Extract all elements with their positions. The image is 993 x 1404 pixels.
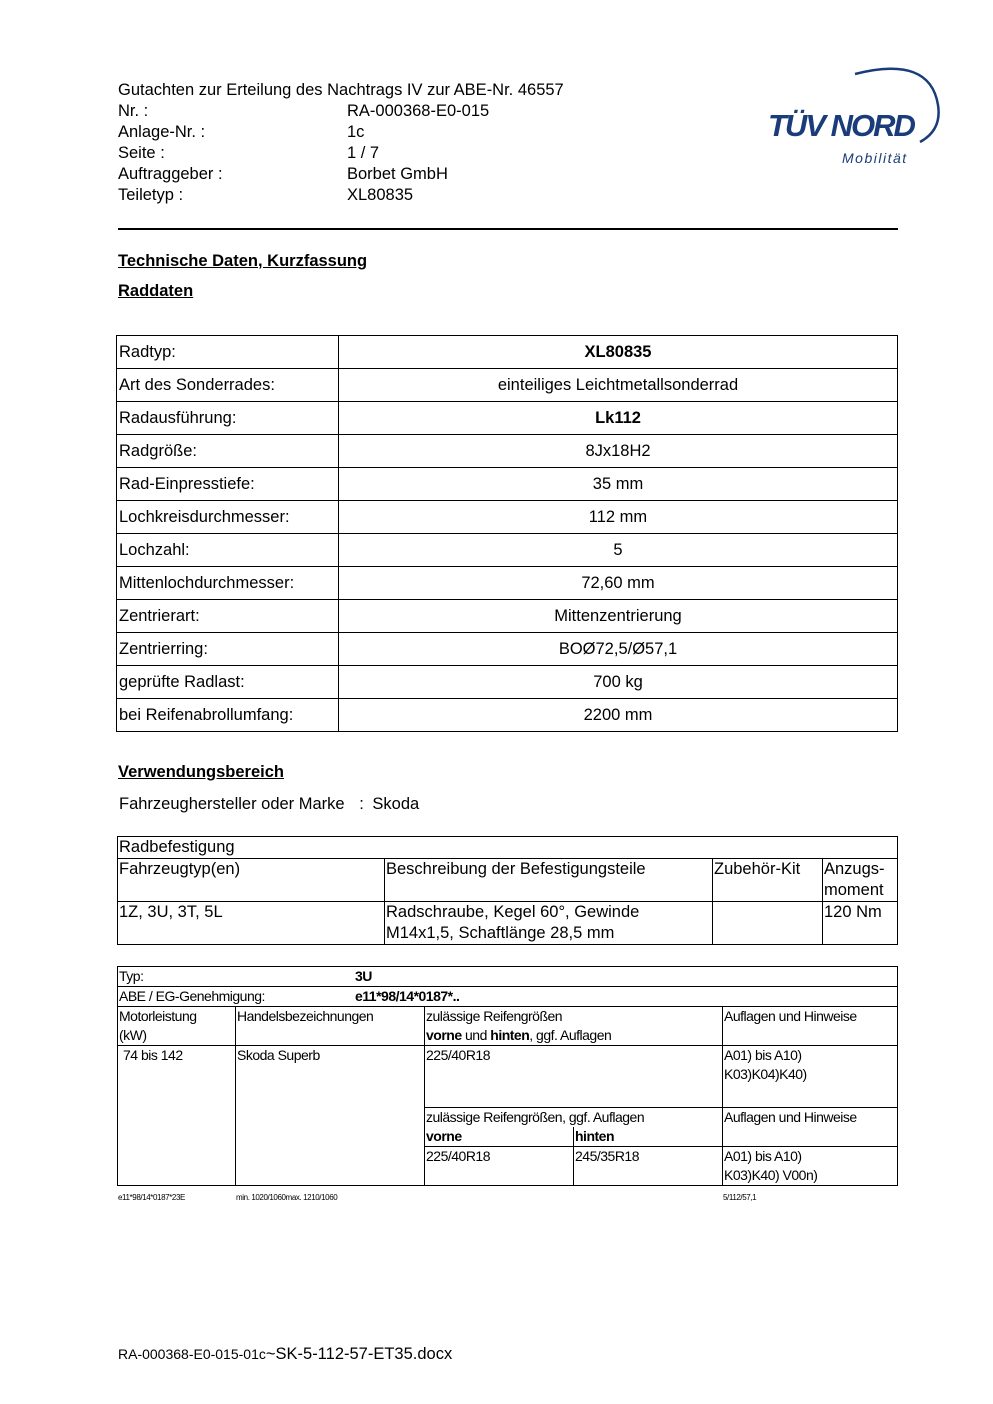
- header-row-seite: Seite : 1 / 7: [118, 144, 380, 162]
- wheel-data-value: 2200 mm: [339, 699, 898, 732]
- wheel-data-value: XL80835: [339, 336, 898, 369]
- wheel-data-label: Radausführung:: [117, 402, 339, 435]
- document-title: Gutachten zur Erteilung des Nachtrags IV zur ABE-Nr. 46557: [118, 81, 564, 99]
- wheel-data-label: Lochkreisdurchmesser:: [117, 501, 339, 534]
- tire-rear: 245/35R18: [574, 1147, 723, 1186]
- usage-title: Verwendungsbereich: [118, 763, 284, 781]
- footnote-dimensions: min. 1020/1060max. 1210/1060: [236, 1193, 338, 1202]
- notes-mixed: A01) bis A10) K03)K40) V00n): [723, 1147, 898, 1186]
- sub-rear: hinten: [574, 1127, 723, 1147]
- power-value: 74 bis 142: [118, 1046, 236, 1186]
- wheel-data-value: einteiliges Leichtmetallsonderrad: [339, 369, 898, 402]
- wheel-data-row: [117, 699, 898, 732]
- maker-sep: :: [359, 795, 364, 813]
- wheel-data-value: 112 mm: [339, 501, 898, 534]
- mounting-col-desc: Beschreibung der Befestigungsteile: [385, 859, 713, 902]
- col-power: Motorleistung (kW): [118, 1007, 236, 1046]
- typ-label: Typ:: [119, 968, 144, 984]
- wheel-data-row: [117, 666, 898, 699]
- typ-row: [118, 967, 898, 987]
- mounting-kit: [713, 902, 823, 945]
- wheel-data-value: 72,60 mm: [339, 567, 898, 600]
- typ-value: 3U: [355, 968, 372, 984]
- col-notes: Auflagen und Hinweise: [723, 1007, 898, 1046]
- maker-value: Skoda: [372, 795, 420, 813]
- mounting-title-row: [118, 837, 898, 859]
- logo-sub: Mobilität: [842, 150, 908, 166]
- col-tires: zulässige Reifengrößen vorne und hinten, ggf. Auflagen: [425, 1007, 723, 1046]
- wheel-data-label: Radtyp:: [117, 336, 339, 369]
- tuv-nord-logo: [760, 60, 945, 170]
- sub-front: vorne: [425, 1127, 574, 1147]
- sub-notes: Auflagen und Hinweise: [723, 1108, 898, 1147]
- wheel-data-label: Radgröße:: [117, 435, 339, 468]
- tire-front: 225/40R18: [425, 1147, 574, 1186]
- mounting-header-row: [118, 859, 898, 902]
- wheel-data-title: Raddaten: [118, 282, 194, 300]
- sub-tires: zulässige Reifengrößen, ggf. Auflagen: [425, 1108, 723, 1128]
- file-name-footer: RA-000368-E0-015-01c~SK-5-112-57-ET35.docx: [118, 1345, 453, 1363]
- section-title: Technische Daten, Kurzfassung: [118, 252, 368, 270]
- document-header: [118, 80, 564, 206]
- vehicle-maker-line: [119, 795, 419, 814]
- abe-label: ABE / EG-Genehmigung:: [119, 988, 265, 1004]
- header-row-anlage: Anlage-Nr. : 1c: [118, 123, 365, 141]
- mounting-types: 1Z, 3U, 3T, 5L: [118, 902, 385, 945]
- notes-both: A01) bis A10) K03)K04)K40): [723, 1046, 898, 1108]
- abe-value: e11*98/14*0187*..: [355, 988, 460, 1004]
- wheel-data-label: Zentrierart:: [117, 600, 339, 633]
- wheel-data-label: Art des Sonderrades:: [117, 369, 339, 402]
- header-row-teiletyp: Teiletyp : XL80835: [118, 186, 414, 204]
- wheel-data-value: 8Jx18H2: [339, 435, 898, 468]
- wheel-data-row: [117, 468, 898, 501]
- wheel-data-row: [117, 336, 898, 369]
- wheel-data-label: geprüfte Radlast:: [117, 666, 339, 699]
- mounting-data-row: [118, 902, 898, 945]
- header-row-auftraggeber: Auftraggeber : Borbet GmbH: [118, 165, 448, 183]
- wheel-data-label: Rad-Einpresstiefe:: [117, 468, 339, 501]
- wheel-data-label: Lochzahl:: [117, 534, 339, 567]
- wheel-data-row: [117, 402, 898, 435]
- wheel-data-value: BOØ72,5/Ø57,1: [339, 633, 898, 666]
- logo-brand: TÜV NORD: [768, 108, 914, 143]
- header-row-nr: Nr. : RA-000368-E0-015: [118, 102, 490, 120]
- wheel-data-value: 700 kg: [339, 666, 898, 699]
- wheel-data-row: [117, 501, 898, 534]
- header-divider: [118, 228, 898, 230]
- col-names: Handelsbezeichnungen: [236, 1007, 425, 1046]
- tire-both: 225/40R18: [425, 1046, 723, 1108]
- wheel-data-label: Zentrierring:: [117, 633, 339, 666]
- mounting-desc: Radschraube, Kegel 60°, Gewinde M14x1,5, Schaftlänge 28,5 mm: [385, 902, 713, 945]
- wheel-data-value: Mittenzentrierung: [339, 600, 898, 633]
- wheel-data-row: [117, 633, 898, 666]
- wheel-data-row: [117, 369, 898, 402]
- typ-data-row: [118, 1046, 898, 1108]
- wheel-data-row: [117, 567, 898, 600]
- mounting-col-torque: Anzugs- moment: [823, 859, 898, 902]
- wheel-data-value: Lk112: [339, 402, 898, 435]
- typ-header-row: [118, 1007, 898, 1046]
- wheel-data-row: [117, 534, 898, 567]
- wheel-data-label: bei Reifenabrollumfang:: [117, 699, 339, 732]
- wheel-data-row: [117, 600, 898, 633]
- mounting-title: Radbefestigung: [118, 837, 898, 859]
- wheel-data-label: Mittenlochdurchmesser:: [117, 567, 339, 600]
- trade-name: Skoda Superb: [236, 1046, 425, 1186]
- mounting-col-kit: Zubehör-Kit: [713, 859, 823, 902]
- footnote-bolt: 5/112/57,1: [723, 1193, 757, 1202]
- type-approval-table: [117, 966, 898, 1186]
- wheel-data-value: 5: [339, 534, 898, 567]
- wheel-data-row: [117, 435, 898, 468]
- wheel-data-table: [116, 335, 898, 732]
- mounting-torque: 120 Nm: [823, 902, 898, 945]
- abe-row: [118, 987, 898, 1007]
- wheel-data-value: 35 mm: [339, 468, 898, 501]
- mounting-col-types: Fahrzeugtyp(en): [118, 859, 385, 902]
- mounting-table: [117, 836, 898, 945]
- footnote-approval: e11*98/14*0187*23E: [118, 1193, 185, 1202]
- maker-label: Fahrzeughersteller oder Marke: [119, 795, 345, 813]
